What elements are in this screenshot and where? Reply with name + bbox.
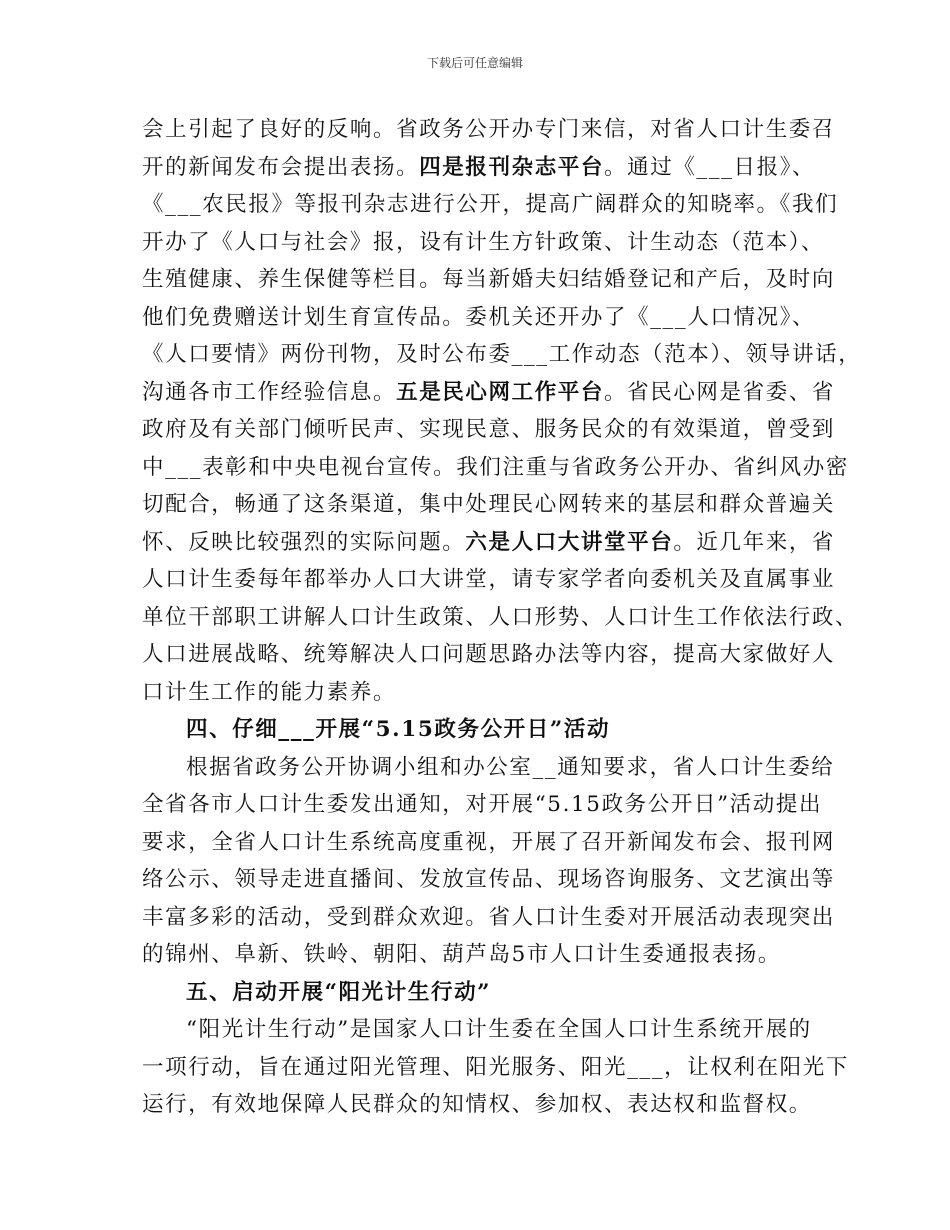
section-heading: 四、仔细___开展“5.15政务公开日”活动 [186,717,611,742]
text-span: 怀、反映比较强烈的实际问题。 [142,529,466,555]
text-line: 人口进展战略、统筹解决人口问题思路办法等内容，提高大家做好人 [142,642,836,667]
text-line: 运行，有效地保障人民群众的知情权、参加权、表达权和监督权。 [142,1092,812,1117]
text-line: 口计生工作的能力素养。 [142,679,397,705]
text-line: 全省各市人口计生委发出通知，对开展“5.15政务公开日”活动提出 [142,792,823,817]
text-line [142,524,836,562]
text-span: 。通过《___日报》、 [604,154,816,180]
text-line: 人口计生委每年都举办人口大讲堂，请专家学者向委机关及直属事业 [142,567,836,592]
text-line: 《___农民报》等报刊杂志进行公开，提高广阔群众的知晓率。《我们 [142,192,839,217]
document-body [142,111,862,1124]
text-line: 根据省政务公开协调小组和办公室__通知要求，省人口计生委给 [186,754,835,780]
text-line: 《人口要情》两份刊物，及时公布委___工作动态（范本）、领导讲话， [142,342,862,367]
text-span: 开的新闻发布会提出表扬。 [142,154,420,180]
bold-phrase: 四是报刊杂志平台 [419,154,605,180]
text-span: 。近几年来，省 [673,529,836,555]
text-line [142,149,822,187]
text-line: 他们免费赠送计划生育宣传品。委机关还开办了《___人口情况》、 [142,304,816,330]
text-line: “阳光计生行动”是国家人口计生委在全国人口计生系统开展的 [186,1017,812,1042]
text-line: 生殖健康、养生保健等栏目。每当新婚夫妇结婚登记和产后，及时向 [142,267,836,292]
text-line: 切配合，畅通了这条渠道，集中处理民心网转来的基层和群众普遍关 [142,492,836,517]
text-line: 会上引起了良好的反响。省政务公开办专门来信，对省人口计生委召 [142,117,836,142]
text-line [142,374,836,412]
text-span: 。省民心网是省委、省 [604,379,836,405]
text-line: 一项行动，旨在通过阳光管理、阳光服务、阳光___，让权利在阳光下 [142,1054,849,1080]
section-heading: 五、启动开展“阳光计生行动” [186,979,492,1005]
text-line: 络公示、领导走进直播间、发放宣传品、现场咨询服务、文艺演出等 [142,867,836,892]
text-line: 开办了《人口与社会》报，设有计生方针政策、计生动态（范本）、 [142,229,825,255]
bold-phrase: 五是民心网工作平台 [396,379,605,405]
text-line: 政府及有关部门倾听民声、实现民意、服务民众的有效渠道，曾受到 [142,417,836,442]
text-line: 要求，全省人口计生系统高度重视，开展了召开新闻发布会、报刊网 [142,829,836,855]
text-line: 单位干部职工讲解人口计生政策、人口形势、人口计生工作依法行政、 [142,604,859,630]
bold-phrase: 六是人口大讲堂平台 [465,529,674,555]
text-line: 中___表彰和中央电视台宣传。我们注重与省政务公开办、省纠风办密 [142,454,849,480]
text-line: 丰富多彩的活动，受到群众欢迎。省人口计生委对开展活动表现突出 [142,904,836,930]
text-line: 的锦州、阜新、铁岭、朝阳、葫芦岛5市人口计生委通报表扬。 [142,942,781,967]
text-span: 沟通各市工作经验信息。 [142,379,397,405]
page-header: 下载后可任意编辑 [426,56,523,70]
